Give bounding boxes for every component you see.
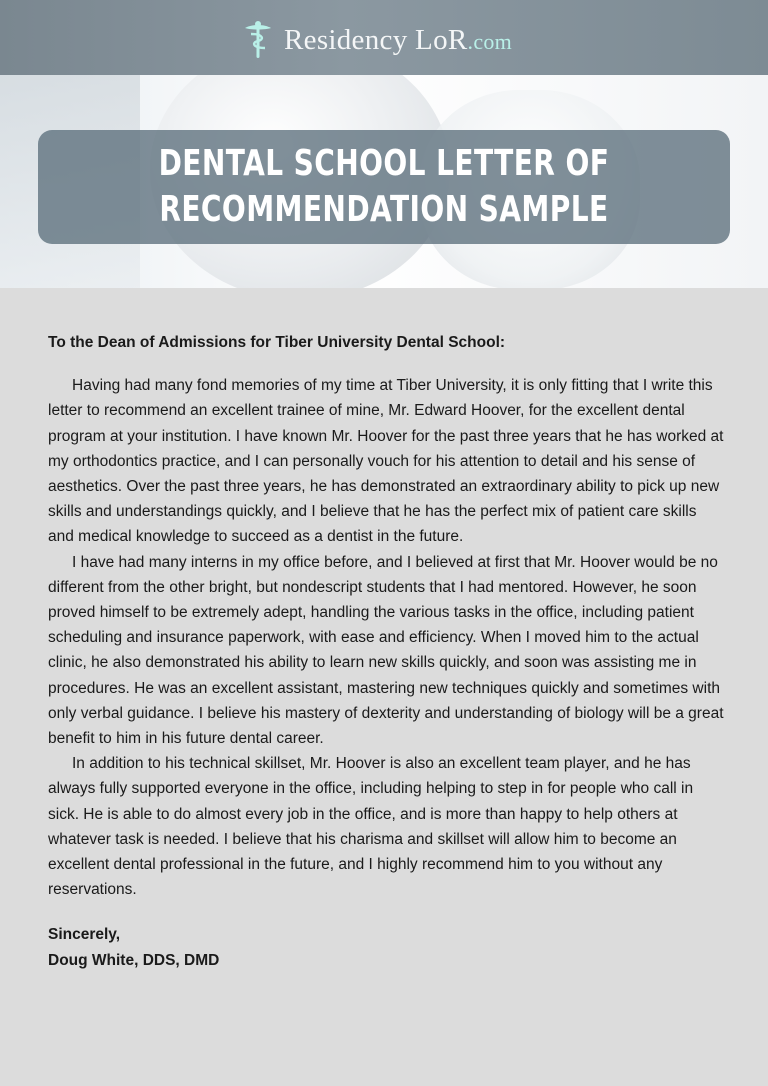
- letter-paragraph-1: Having had many fond memories of my time at Tiber University, it is only fitting that I write this letter to recommend an excellent trainee of mine, Mr. Edward Hoover, for the excellent dental program at your institution. I have known Mr. Hoover for the past three years that he has worked at my orthodontics practice, and I can personally vouch for his attention to detail and his sense of aesthetics. Over the past three years, he has demonstrated an extraordinary ability to pick up new skills and understandings quickly, and I believe that he has the perfect mix of patient care skills and medical knowledge to succeed as a dentist in the future.: [48, 377, 724, 546]
- title-banner: [38, 130, 730, 244]
- letter-salutation: To the Dean of Admissions for Tiber University Dental School:: [48, 334, 506, 351]
- logo-wordmark: Residency LoR.com: [284, 23, 513, 56]
- letter-paragraph-3: In addition to his technical skillset, Mr. Hoover is also an excellent team player, and he has always fully supported everyone in the office, including helping to step in for people who call in sick. He is able to do almost every job in the office, and is more than happy to help others at whatever task is needed. I believe that his charisma and skillset will allow him to become an excellent dental professional in the future, and I highly recommend him to you without any reservations.: [48, 755, 694, 899]
- letter-closing: Sincerely,: [48, 926, 121, 944]
- caduceus-icon: [240, 20, 276, 60]
- letter-closing-block: [48, 922, 724, 972]
- letter-signature: Doug White, DDS, DMD: [48, 951, 220, 969]
- header-image: [0, 0, 768, 288]
- page-title-line-2: RECOMMENDATION SAMPLE: [159, 189, 609, 230]
- letter-paragraph-2: I have had many interns in my office before, and I believed at first that Mr. Hoover would be no different from the other bright, but nondescript students that I had mentored. However, he soon proved himself to be extremely adept, handling the various tasks in the office, including patient scheduling and insurance paperwork, with ease and efficiency. When I moved him to the actual clinic, he also demonstrated his ability to learn new skills quickly, and soon was assisting me in procedures. He was an excellent assistant, mastering new techniques quickly and sometimes with only verbal guidance. I believe his mastery of dexterity and understanding of biology will be a great benefit to him in his future dental career.: [48, 553, 724, 748]
- page-title-line-1: DENTAL SCHOOL LETTER OF: [158, 143, 610, 184]
- site-logo: [240, 18, 512, 62]
- letter-body: [48, 330, 724, 973]
